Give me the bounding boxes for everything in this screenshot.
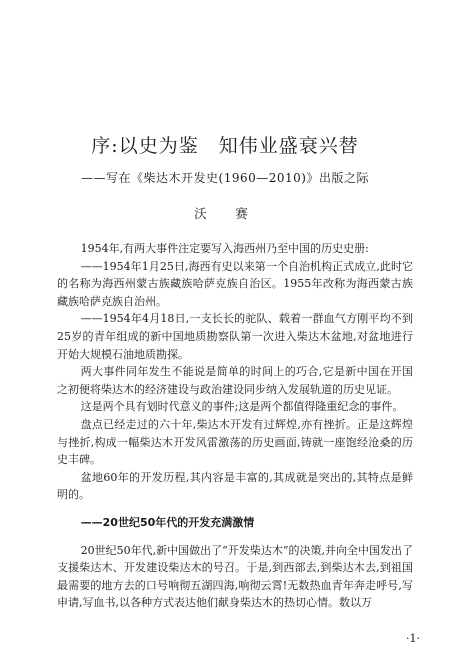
section-heading: ——20世纪50年代的开发充满激情 xyxy=(80,515,255,529)
page-subtitle: ——写在《柴达木开发史(1960—2010)》出版之际 xyxy=(81,171,369,185)
paragraph-coincidence: 两大事件同年发生不能说是简单的时间上的巧合,它是新中国在开国之初便将柴达木的经济建设与政治建设同步纳入发展轨道的历史见证。 xyxy=(57,365,413,396)
paragraph-event-2: ——1954年4月18日,一支长长的驼队、载着一群血气方刚平均不到25岁的青年组成的新中国地质勘察队第一次进入柴达木盆地,对盆地进行开始大规模石油地质勘探。 xyxy=(57,312,413,361)
paragraph-summary: 盆地60年的开发历程,其内容是丰富的,其成就是突出的,其特点是鲜明的。 xyxy=(57,470,413,502)
page-number: ·1· xyxy=(406,632,420,645)
paragraph-review: 盘点已经走过的六十年,柴达木开发有过辉煌,亦有挫折。正是这辉煌与挫折,构成一幅柴达木开发风雷激荡的历史画面,铸就一座饱经沧桑的历史丰碑。 xyxy=(57,417,413,467)
paragraph-event-1: ——1954年1月25日,海西有史以来第一个自治机构正式成立,此时它的名称为海西州蒙古族藏族哈萨克族自治区。1955年改称为海西蒙古族藏族哈萨克族自治州。 xyxy=(57,259,413,308)
paragraph-intro: 1954年,有两大事件注定要写入海西州乃至中国的历史史册: xyxy=(80,242,369,255)
paragraph-significance: 这是两个具有划时代意义的事件;这是两个都值得隆重纪念的事件。 xyxy=(80,400,404,414)
page-title: 序:以史为鉴 知伟业盛衰兴替 xyxy=(91,135,359,157)
body-text xyxy=(57,240,413,612)
paragraph-section-1: 20世纪50年代,新中国做出了“开发柴达木”的决策,并向全中国发出了支援柴达木、开发建设柴达木的号召。于是,到西部去,到柴达木去,到祖国最需要的地方去的口号响彻五湖四海,响彻云霄!无数热血青年奔走呼号,写申请,写血书,以各种方式表达他们献身柴达木的热切心情。数以万 xyxy=(57,543,413,610)
author-name: 沃 赛 xyxy=(194,206,256,221)
